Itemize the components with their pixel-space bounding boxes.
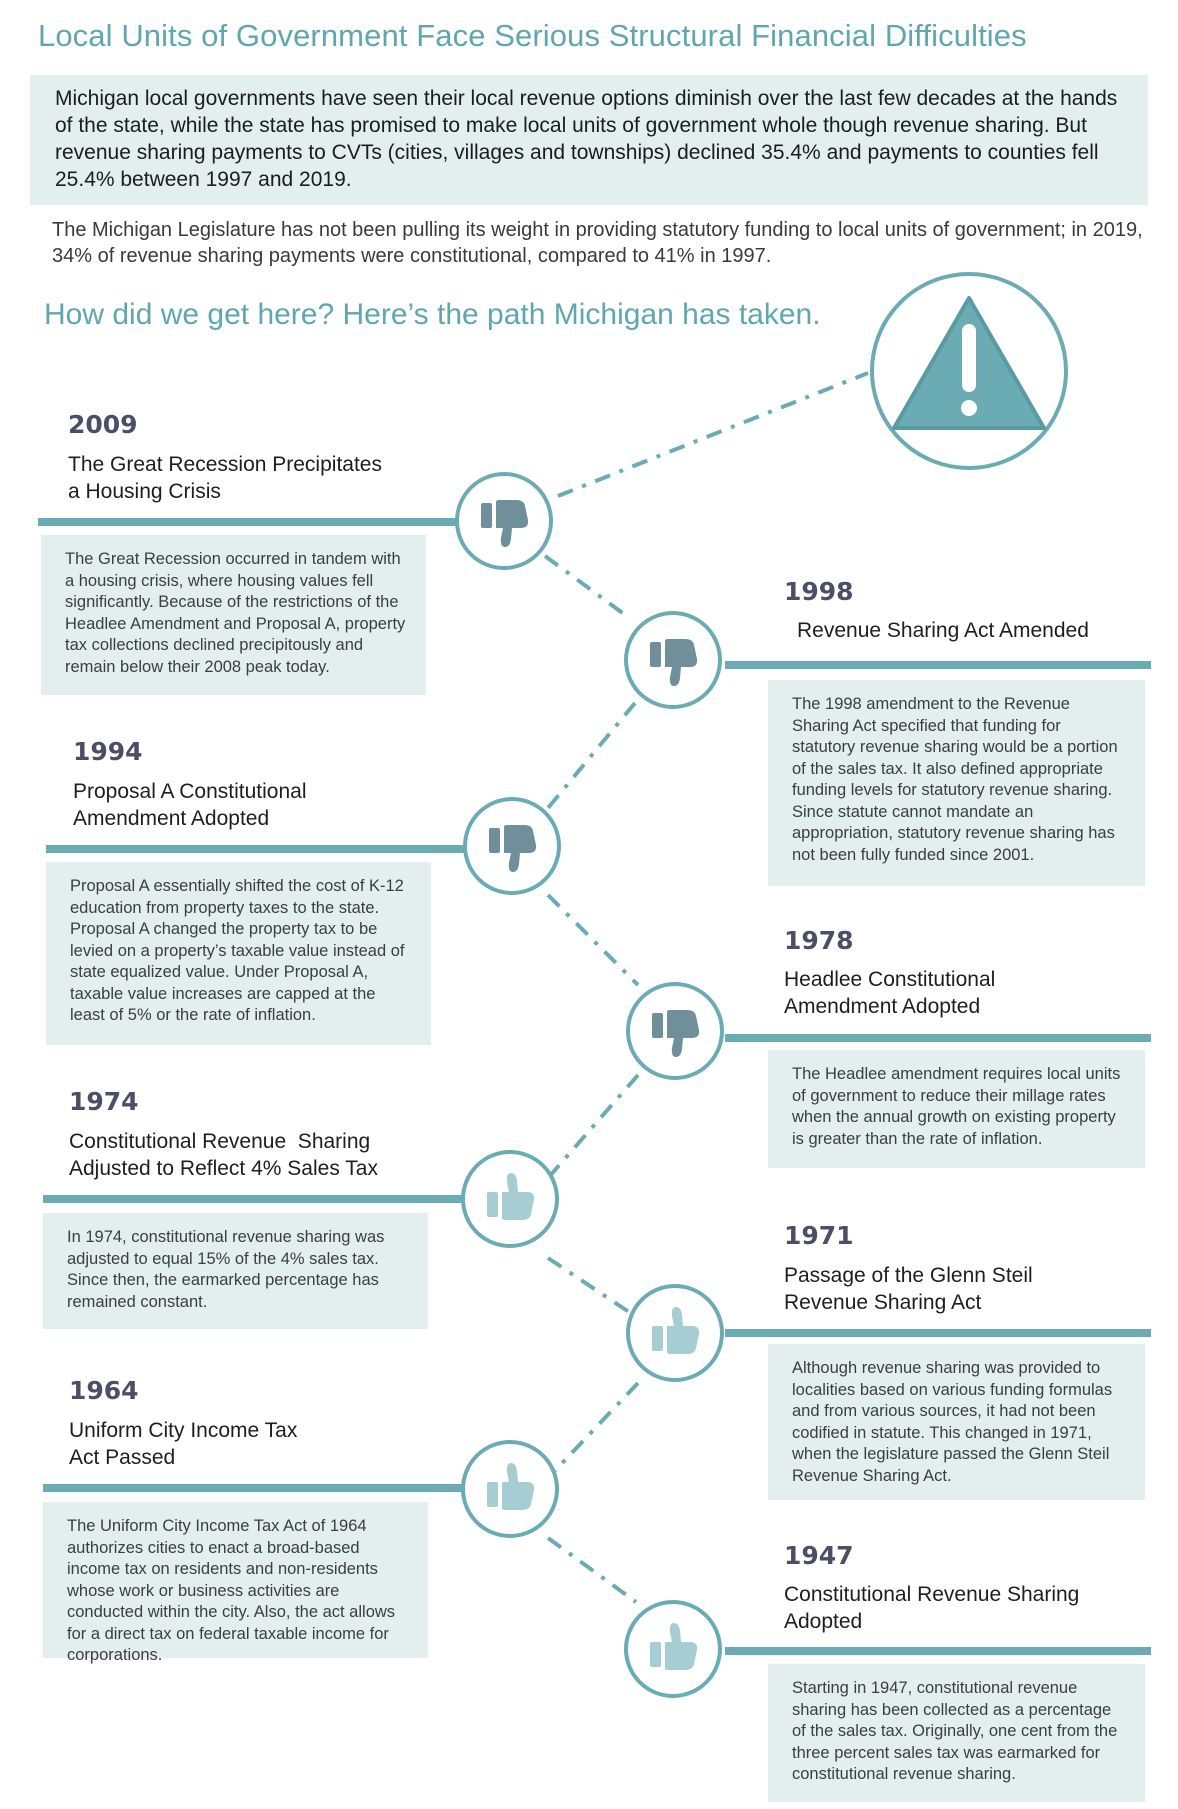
timeline-bar: [725, 661, 1151, 669]
event-year: 2009: [68, 410, 138, 439]
event-heading: [784, 1581, 1079, 1635]
event-heading-line: Revenue Sharing Act Amended: [797, 619, 1089, 642]
event-heading-line: Act Passed: [69, 1446, 176, 1469]
event-description: The Headlee amendment requires local units of government to reduce their millage rates when the annual growth on existing property is greater than the rate of inflation.: [768, 1050, 1145, 1168]
connector-line: [548, 895, 638, 985]
event-year: 1974: [69, 1087, 139, 1116]
timeline-bar: [38, 518, 458, 526]
intro-highlight-text: Michigan local governments have seen their local revenue options diminish over the last few decades at the hands of the state, while the state has promised to make local units of government whole though revenue sharing. But revenue sharing payments to CVTs (cities, villages and townships) declined 35.4% and payments to counties fell 25.4% between 1997 and 2019.: [55, 87, 1118, 191]
event-circle: [463, 797, 561, 895]
event-year: 1998: [784, 577, 854, 606]
section-subtitle: How did we get here? Here’s the path Michigan has taken.: [44, 298, 821, 331]
event-heading-line: The Great Recession Precipitates: [68, 453, 382, 476]
timeline-bar: [43, 1195, 463, 1203]
connector-line: [545, 556, 628, 617]
event-heading-line: Revenue Sharing Act: [784, 1291, 982, 1314]
event-circle: [624, 611, 722, 709]
warning-icon: [874, 276, 1064, 466]
event-heading: [69, 1128, 378, 1182]
event-circle: [461, 1150, 559, 1248]
thumbs-down-icon: [628, 615, 718, 705]
thumbs-down-icon: [630, 986, 720, 1076]
event-circle: [624, 1600, 722, 1698]
connector-line: [548, 1383, 638, 1478]
connector-line: [548, 1538, 636, 1602]
event-description: The Great Recession occurred in tandem with a housing crisis, where housing values fell significantly. Because of the restrictions of the Headlee Amendment and Proposal A, property tax collections declined precipitously and remain below their 2008 peak today.: [41, 535, 426, 695]
event-heading: [73, 778, 306, 832]
connector-line: [548, 703, 635, 808]
thumbs-up-icon: [630, 1288, 720, 1378]
timeline-bar: [43, 1484, 463, 1492]
event-circle: [626, 1284, 724, 1382]
connector-line: [548, 1258, 638, 1318]
thumbs-up-icon: [628, 1604, 718, 1694]
timeline-bar: [725, 1647, 1151, 1655]
event-year: 1964: [69, 1376, 139, 1405]
event-heading-line: Amendment Adopted: [73, 807, 270, 830]
event-description: The Uniform City Income Tax Act of 1964 authorizes cities to enact a broad-based income tax on residents and non-residents whose work or business activities are conducted within the city. Also, the act allows for a direct tax on federal taxable income for corporations.: [43, 1502, 428, 1658]
event-circle: [455, 472, 553, 570]
event-description: The 1998 amendment to the Revenue Sharing Act specified that funding for statutory revenue sharing would be a portion of the sales tax. It also defined appropriate funding levels for statutory revenue sharing. Since statute cannot mandate an appropriation, statutory revenue sharing has not been fully funded since 2001.: [768, 680, 1145, 886]
page-title: Local Units of Government Face Serious Structural Financial Difficulties: [38, 18, 1027, 53]
intro-body-text: The Michigan Legislature has not been pulling its weight in providing statutory funding to local units of government; in 2019, 34% of revenue sharing payments were constitutional, compared to 41% in 1997.: [52, 219, 1143, 267]
connector-line: [558, 373, 868, 496]
event-circle: [626, 982, 724, 1080]
event-heading: [68, 451, 382, 505]
event-heading-line: Uniform City Income Tax: [69, 1419, 298, 1442]
event-heading-line: Headlee Constitutional: [784, 968, 996, 991]
event-heading: [784, 966, 995, 1020]
timeline-bar: [725, 1034, 1151, 1042]
event-description: In 1974, constitutional revenue sharing was adjusted to equal 15% of the 4% sales tax. Since then, the earmarked percentage has remained constant.: [43, 1213, 428, 1329]
event-description: Starting in 1947, constitutional revenue sharing has been collected as a percentage of the sales tax. Originally, one cent from the three percent sales tax was earmarked for constitutional revenue sharing.: [768, 1664, 1145, 1802]
event-heading-line: Constitutional Revenue Sharing: [784, 1583, 1080, 1606]
thumbs-up-icon: [465, 1444, 555, 1534]
event-heading: [784, 1262, 1033, 1316]
thumbs-down-icon: [467, 801, 557, 891]
event-heading-line: Amendment Adopted: [784, 995, 981, 1018]
event-year: 1947: [784, 1541, 854, 1570]
event-year: 1971: [784, 1221, 854, 1250]
event-heading-line: Adjusted to Reflect 4% Sales Tax: [69, 1157, 378, 1180]
event-heading: [797, 617, 1089, 644]
event-heading-line: Adopted: [784, 1610, 863, 1633]
event-circle: [461, 1440, 559, 1538]
connector-line: [548, 1075, 638, 1178]
event-heading: [69, 1417, 297, 1471]
thumbs-up-icon: [465, 1154, 555, 1244]
event-heading-line: Passage of the Glenn Steil: [784, 1264, 1033, 1287]
event-description: Proposal A essentially shifted the cost of K-12 education from property taxes to the state. Proposal A changed the property tax to be levied on a property’s taxable value instead of state equalized value. Under Proposal A, taxable value increases are capped at the least of 5% or the rate of inflation.: [46, 862, 431, 1045]
event-heading-line: Proposal A Constitutional: [73, 780, 307, 803]
timeline-bar: [725, 1329, 1151, 1337]
event-heading-line: a Housing Crisis: [68, 480, 221, 503]
event-year: 1978: [784, 926, 854, 955]
event-heading-line: Constitutional Revenue Sharing: [69, 1130, 371, 1153]
warning-circle: [870, 272, 1068, 470]
timeline-bar: [46, 845, 466, 853]
thumbs-down-icon: [459, 476, 549, 566]
event-description: Although revenue sharing was provided to localities based on various funding formulas and from various sources, it had not been codified in statute. This changed in 1971, when the legislature passed the Glenn Steil Revenue Sharing Act.: [768, 1344, 1145, 1500]
event-year: 1994: [73, 737, 143, 766]
